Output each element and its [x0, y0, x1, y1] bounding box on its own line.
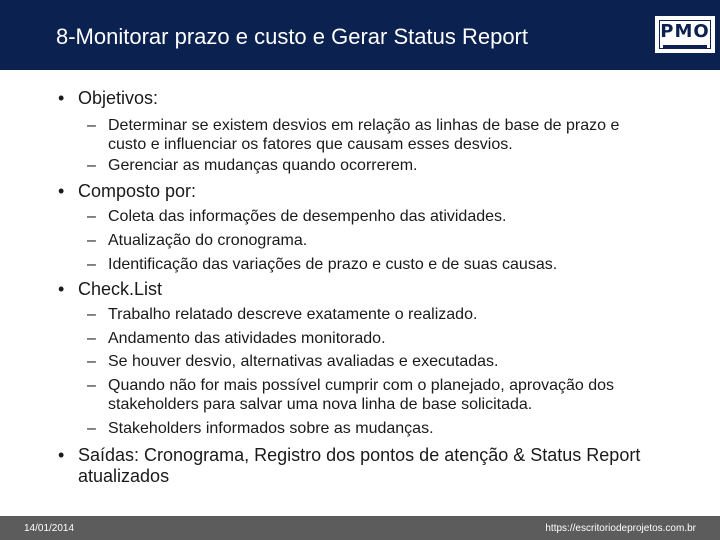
sub-item-text: Stakeholders informados sobre as mudanças.	[108, 420, 434, 437]
dash-marker: –	[87, 353, 96, 370]
sub-item-text: Determinar se existem desvios em relação as linhas de base de prazo e	[108, 117, 620, 134]
sub-item-text: stakeholders para salvar uma nova linha de base solicitada.	[108, 396, 533, 413]
bullet-label: atualizados	[78, 466, 170, 486]
slide-title: 8-Monitorar prazo e custo e Gerar Status Report	[56, 24, 528, 49]
dash-marker: –	[87, 330, 96, 347]
footer-url: https://escritoriodeprojetos.com.br	[545, 523, 696, 534]
logo-underline	[663, 45, 707, 49]
sub-item-text: Andamento das atividades monitorado.	[108, 330, 386, 347]
title-bar	[0, 0, 720, 70]
logo-frame	[659, 20, 711, 49]
sub-item-text: Quando não for mais possível cumprir com o planejado, aprovação dos	[108, 377, 615, 394]
sub-item-text: Gerenciar as mudanças quando ocorrerem.	[108, 157, 418, 174]
bullet-label: Objetivos:	[78, 88, 159, 108]
dash-marker: –	[87, 420, 96, 437]
bullet-marker: •	[58, 445, 65, 465]
sub-item-text: Atualização do cronograma.	[108, 232, 308, 249]
sub-item-text: Coleta das informações de desempenho das atividades.	[108, 208, 507, 225]
dash-marker: –	[87, 157, 96, 174]
dash-marker: –	[87, 306, 96, 323]
dash-marker: –	[87, 377, 96, 394]
dash-marker: –	[87, 117, 96, 134]
footer-bar	[0, 516, 720, 540]
bullet-marker: •	[58, 88, 65, 108]
bullet-label: Check.List	[78, 279, 163, 299]
sub-item-text: custo e influenciar os fatores que causam esses desvios.	[108, 136, 513, 153]
sub-item-text: Identificação das variações de prazo e custo e de suas causas.	[108, 256, 558, 273]
bullet-label: Composto por:	[78, 181, 197, 201]
dash-marker: –	[87, 256, 96, 273]
dash-marker: –	[87, 232, 96, 249]
bullet-marker: •	[58, 181, 65, 201]
pmo-logo	[655, 16, 715, 53]
sub-item-text: Trabalho relatado descreve exatamente o realizado.	[108, 306, 478, 323]
logo-text: PMO	[660, 21, 710, 42]
bullet-label: Saídas: Cronograma, Registro dos pontos de atenção & Status Report	[78, 445, 641, 465]
footer-date: 14/01/2014	[24, 523, 75, 534]
bullet-marker: •	[58, 279, 65, 299]
dash-marker: –	[87, 208, 96, 225]
sub-item-text: Se houver desvio, alternativas avaliadas e executadas.	[108, 353, 499, 370]
